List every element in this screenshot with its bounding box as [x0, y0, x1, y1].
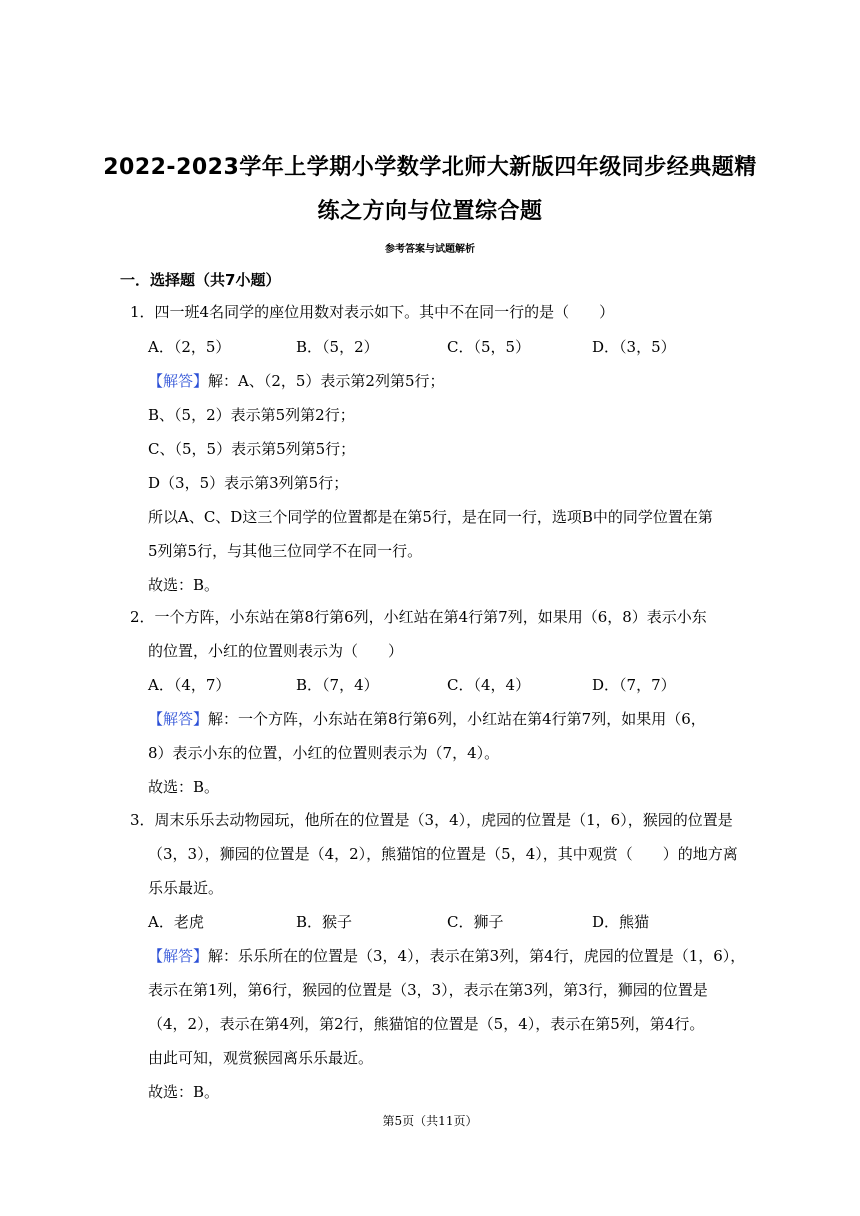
document-title-line2: 练之方向与位置综合题 [317, 199, 543, 224]
q3-answer-line: 故选：B。 [148, 1083, 220, 1101]
q1-answer-line: D（3，5）表示第3列第5行； [148, 474, 349, 492]
q1-stem: 1．四一班4名同学的座位用数对表示如下。其中不在同一行的是（ ） [130, 303, 615, 321]
q1-answer-line [148, 371, 445, 391]
q1-answer-tag: 【解答】 [148, 372, 209, 390]
q1-option-c: C．（5，5） [447, 338, 531, 356]
q2-answer-line: 故选：B。 [148, 778, 220, 796]
q1-answer-line: 所以A、C、D这三个同学的位置都是在第5行，是在同一行，选项B中的同学位置在第 [148, 508, 713, 526]
q1-answer-text: 解：A、（2，5）表示第2列第5行； [208, 372, 445, 390]
q3-answer-line: 表示在第1列，第6行，猴园的位置是（3，3），表示在第3列，第3行，狮园的位置是 [148, 981, 708, 999]
q3-answer-tag: 【解答】 [148, 947, 209, 965]
q3-option-a: A．老虎 [148, 913, 204, 931]
document-title-line1: 2022-2023学年上学期小学数学北师大新版四年级同步经典题精 [103, 155, 757, 180]
q1-answer-line: B、（5，2）表示第5列第2行； [148, 406, 355, 424]
q3-answer-line [148, 946, 745, 966]
q2-option-c: C．（4，4） [447, 676, 531, 694]
q2-answer-line: 8）表示小东的位置，小红的位置则表示为（7，4）。 [148, 744, 500, 762]
q1-option-d: D．（3，5） [592, 338, 676, 356]
q1-answer-line: 故选：B。 [148, 576, 220, 594]
q2-answer-line [148, 709, 706, 729]
document-subtitle: 参考答案与试题解析 [385, 244, 475, 255]
q3-stem-line: 乐乐最近。 [148, 879, 224, 897]
q1-answer-line: C、（5，5）表示第5列第5行； [148, 440, 356, 458]
q2-answer-text: 解：一个方阵，小东站在第8行第6列，小红站在第4行第7列，如果用（6， [208, 710, 706, 728]
q3-answer-line: （4，2），表示在第4列，第2行，熊猫馆的位置是（5，4），表示在第5列，第4行。 [148, 1015, 705, 1033]
section-heading: 一．选择题（共7小题） [120, 271, 281, 289]
q2-option-b: B．（7，4） [296, 676, 379, 694]
q2-stem-line: 2．一个方阵，小东站在第8行第6列，小红站在第4行第7列，如果用（6，8）表示小东 [130, 608, 707, 626]
q3-option-b: B．猴子 [296, 913, 353, 931]
q3-stem-line: 3．周末乐乐去动物园玩，他所在的位置是（3，4），虎园的位置是（1，6），猴园的位置是 [130, 811, 733, 829]
q2-stem-line: 的位置，小红的位置则表示为（ ） [148, 642, 404, 660]
q1-answer-line: 5列第5行，与其他三位同学不在同一行。 [148, 542, 423, 560]
q2-option-a: A．（4，7） [148, 676, 231, 694]
q3-answer-text: 解：乐乐所在的位置是（3，4），表示在第3列，第4行，虎园的位置是（1，6）， [208, 947, 746, 965]
q2-option-d: D．（7，7） [592, 676, 676, 694]
q2-answer-tag: 【解答】 [148, 710, 209, 728]
q3-option-c: C．狮子 [447, 913, 504, 931]
q3-answer-line: 由此可知，观赏猴园离乐乐最近。 [148, 1049, 374, 1067]
page-footer: 第5页（共11页） [382, 1114, 478, 1128]
q1-option-a: A．（2，5） [148, 338, 231, 356]
q3-option-d: D．熊猫 [592, 913, 650, 931]
q3-stem-line: （3，3），狮园的位置是（4，2），熊猫馆的位置是（5，4），其中观赏（ ）的地方离 [148, 845, 738, 863]
q1-option-b: B．（5，2） [296, 338, 379, 356]
